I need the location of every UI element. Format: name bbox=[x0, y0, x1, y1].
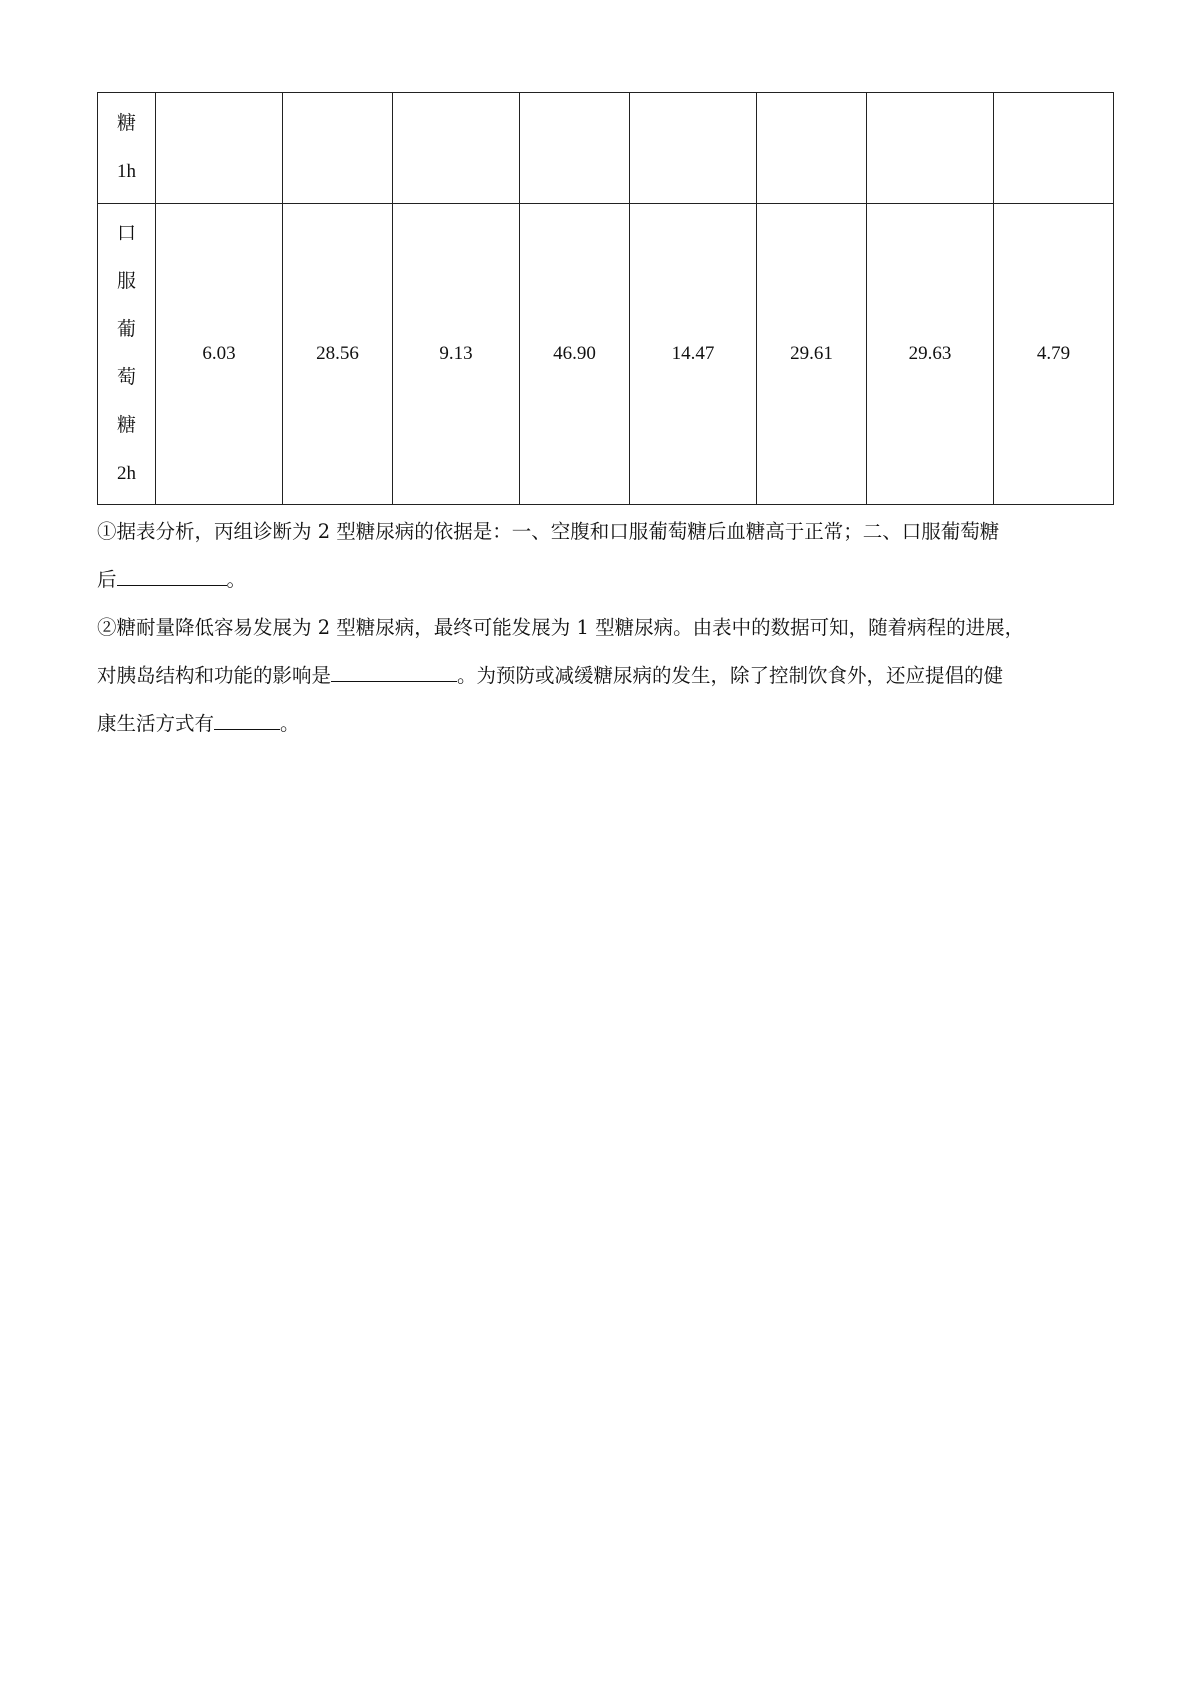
row-label-cell bbox=[98, 93, 156, 204]
row-label-char: 糖 bbox=[116, 415, 136, 436]
table-cell: 4.79 bbox=[994, 204, 1114, 505]
text-segment: 。 bbox=[226, 568, 247, 591]
table-cell bbox=[867, 93, 994, 204]
row-label-char: 口 bbox=[116, 223, 136, 244]
table-row bbox=[98, 93, 1114, 204]
question-1-line-1: ①据表分析，丙组诊断为 2 型糖尿病的依据是：一、空腹和口服葡萄糖后血糖高于正常；二、口服葡萄糖 bbox=[97, 520, 1000, 543]
row-label-char: 萄 bbox=[116, 367, 136, 388]
row-label-char: 2h bbox=[117, 463, 136, 484]
table-cell: 6.03 bbox=[156, 204, 283, 505]
row-label bbox=[98, 100, 155, 196]
table-cell bbox=[630, 93, 757, 204]
table-cell bbox=[283, 93, 393, 204]
table-cell: 29.63 bbox=[867, 204, 994, 505]
table-cell bbox=[393, 93, 520, 204]
question-2-line-1: ②糖耐量降低容易发展为 2 型糖尿病，最终可能发展为 1 型糖尿病。由表中的数据可知，随着病程的进展， bbox=[97, 616, 1025, 639]
question-2-line-2 bbox=[97, 652, 1113, 700]
table-cell: 29.61 bbox=[757, 204, 867, 505]
question-2-line-3 bbox=[97, 700, 1113, 748]
text-segment: 康生活方式有 bbox=[97, 712, 215, 735]
table-cell bbox=[156, 93, 283, 204]
text-segment: 对胰岛结构和功能的影响是 bbox=[97, 664, 332, 687]
row-label-char: 糖 bbox=[116, 113, 136, 134]
text-segment: 。为预防或减缓糖尿病的发生，除了控制饮食外，还应提倡的健 bbox=[457, 664, 1004, 687]
table-cell: 28.56 bbox=[283, 204, 393, 505]
question-1-line-2 bbox=[97, 556, 1113, 604]
answer-blank[interactable] bbox=[117, 565, 227, 586]
answer-blank[interactable] bbox=[331, 661, 457, 682]
row-label-char: 服 bbox=[116, 271, 136, 292]
row-label-cell bbox=[98, 204, 156, 505]
text-segment: 。 bbox=[280, 712, 300, 735]
table-cell bbox=[520, 93, 630, 204]
answer-blank[interactable] bbox=[214, 709, 280, 730]
row-label bbox=[98, 210, 155, 498]
table-cell bbox=[757, 93, 867, 204]
row-label-char: 葡 bbox=[116, 319, 136, 340]
question-text bbox=[97, 508, 1113, 748]
blood-glucose-table bbox=[97, 92, 1114, 505]
table-cell: 9.13 bbox=[393, 204, 520, 505]
table-cell: 14.47 bbox=[630, 204, 757, 505]
table-cell: 46.90 bbox=[520, 204, 630, 505]
text-segment: 后 bbox=[97, 568, 117, 591]
table-row bbox=[98, 204, 1114, 505]
row-label-char: 1h bbox=[117, 161, 136, 182]
table-cell bbox=[994, 93, 1114, 204]
